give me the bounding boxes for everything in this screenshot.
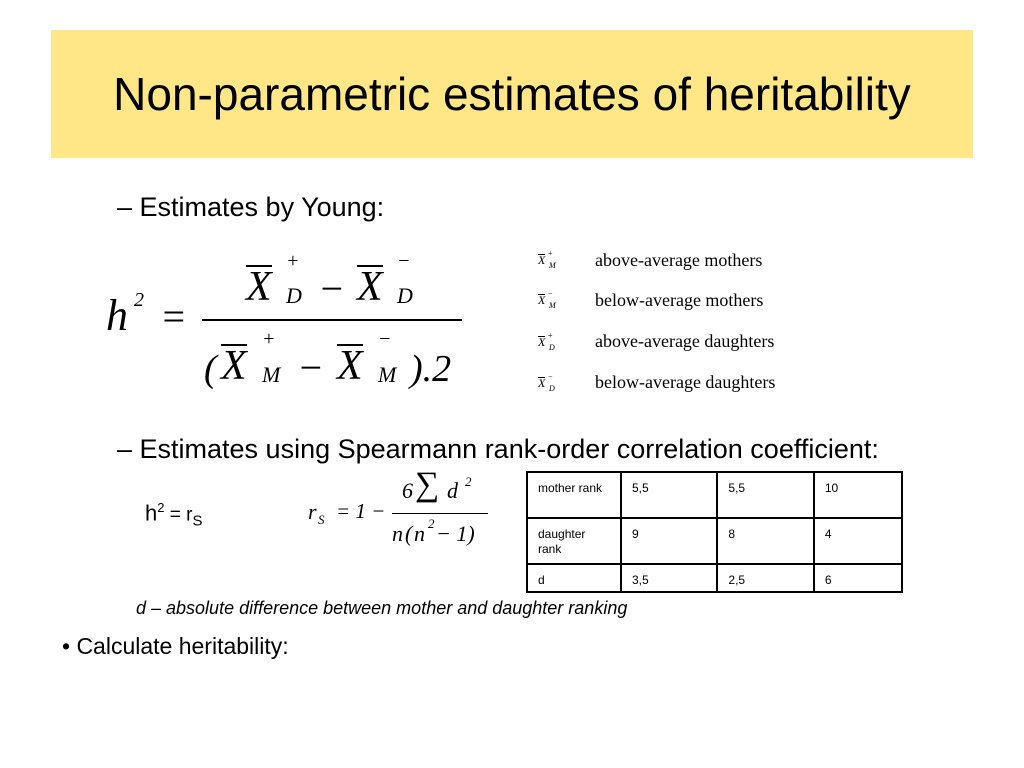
legend-symbol-4: X: [538, 376, 546, 390]
table-cell: 4: [814, 518, 902, 564]
num-x-bar-2: X: [357, 264, 383, 310]
bullet-spearman: – Estimates using Spearmann rank-order correlation coefficient:: [117, 434, 879, 464]
table-cell: 2,5: [717, 564, 813, 592]
title-banner: [51, 30, 973, 158]
table-cell: 6: [814, 564, 902, 592]
num-sub-d-1: D: [286, 283, 302, 308]
formula-h: h: [106, 291, 128, 340]
den-minus: −: [297, 345, 324, 390]
table-row: [527, 472, 902, 518]
legend-sup-3: +: [548, 331, 553, 340]
den-sub-m-1: M: [262, 362, 281, 387]
footnote: d – absolute difference between mother and daughter ranking: [136, 598, 628, 618]
legend-sub-2: M: [549, 301, 556, 310]
legend-sub-3: D: [549, 343, 555, 352]
sp-den-rest: − 1): [436, 521, 475, 546]
legend-symbol-1: X: [538, 253, 546, 267]
legend-symbol-2: X: [538, 293, 546, 307]
formula-h-exp: 2: [134, 289, 144, 311]
sp-d-exp: 2: [465, 474, 472, 489]
legend-sub-1: M: [549, 261, 556, 270]
sp-den-n2: n: [414, 521, 425, 546]
num-x-bar-1: X: [246, 264, 272, 310]
den-x-bar-1: X: [221, 343, 247, 389]
den-close-factor: ).2: [410, 348, 452, 390]
legend-sup-4: −: [548, 372, 553, 381]
table-row: [527, 518, 902, 564]
den-sub-m-2: M: [378, 362, 397, 387]
table-cell: 3,5: [621, 564, 717, 592]
sp-sub-s: S: [318, 512, 325, 527]
sp-sigma: ∑: [415, 466, 440, 503]
h2-eq-r: = r: [164, 504, 193, 526]
sp-eq-1-minus: = 1 −: [336, 499, 386, 523]
table-cell: 5,5: [621, 472, 717, 518]
legend-text-4: below-average daughters: [595, 372, 776, 392]
legend-text-2: below-average mothers: [595, 290, 764, 310]
num-sub-d-2: D: [397, 283, 413, 308]
legend-symbol-3: X: [538, 335, 546, 349]
table-cell: 8: [717, 518, 813, 564]
bullet-young: – Estimates by Young:: [117, 192, 385, 222]
table-cell: d: [527, 564, 621, 592]
table-cell: 5,5: [717, 472, 813, 518]
calculate-bullet: • Calculate heritability:: [62, 633, 289, 659]
table-cell: 9: [621, 518, 717, 564]
den-minus-sup: −: [378, 328, 392, 350]
legend-sup-2: −: [548, 289, 553, 298]
num-minus: −: [318, 266, 345, 311]
formula-equals: =: [160, 294, 187, 339]
legend-sup-1: +: [548, 249, 553, 258]
sp-d: d: [447, 478, 458, 503]
num-plus-sup: +: [286, 250, 300, 272]
den-x-bar-2: X: [337, 343, 363, 389]
sp-fraction-bar: [392, 513, 488, 514]
h2-exp: 2: [157, 500, 165, 515]
h2-equals-rs: [145, 500, 202, 530]
table-cell: mother rank: [527, 472, 621, 518]
den-open-paren: (: [204, 348, 217, 390]
table-cell: 10: [814, 472, 902, 518]
fraction-bar: [202, 319, 462, 321]
num-minus-sup: −: [397, 250, 411, 272]
sp-den-open: (: [405, 521, 413, 546]
legend-sub-4: D: [549, 384, 555, 393]
table-row: [527, 564, 902, 592]
legend-text-3: above-average daughters: [595, 331, 775, 351]
sp-den-n: n: [392, 521, 403, 546]
table-cell: daughter rank: [527, 518, 621, 564]
h2-h: h: [145, 500, 158, 526]
legend-text-1: above-average mothers: [595, 250, 763, 270]
sp-r: r: [308, 499, 317, 524]
sp-den-exp: 2: [428, 516, 435, 531]
h2-sub-s: S: [192, 512, 203, 530]
sp-num-6: 6: [402, 478, 413, 503]
rank-table: [526, 471, 903, 593]
den-plus-sup: +: [262, 328, 276, 350]
slide-title: Non-parametric estimates of heritability: [113, 68, 911, 120]
